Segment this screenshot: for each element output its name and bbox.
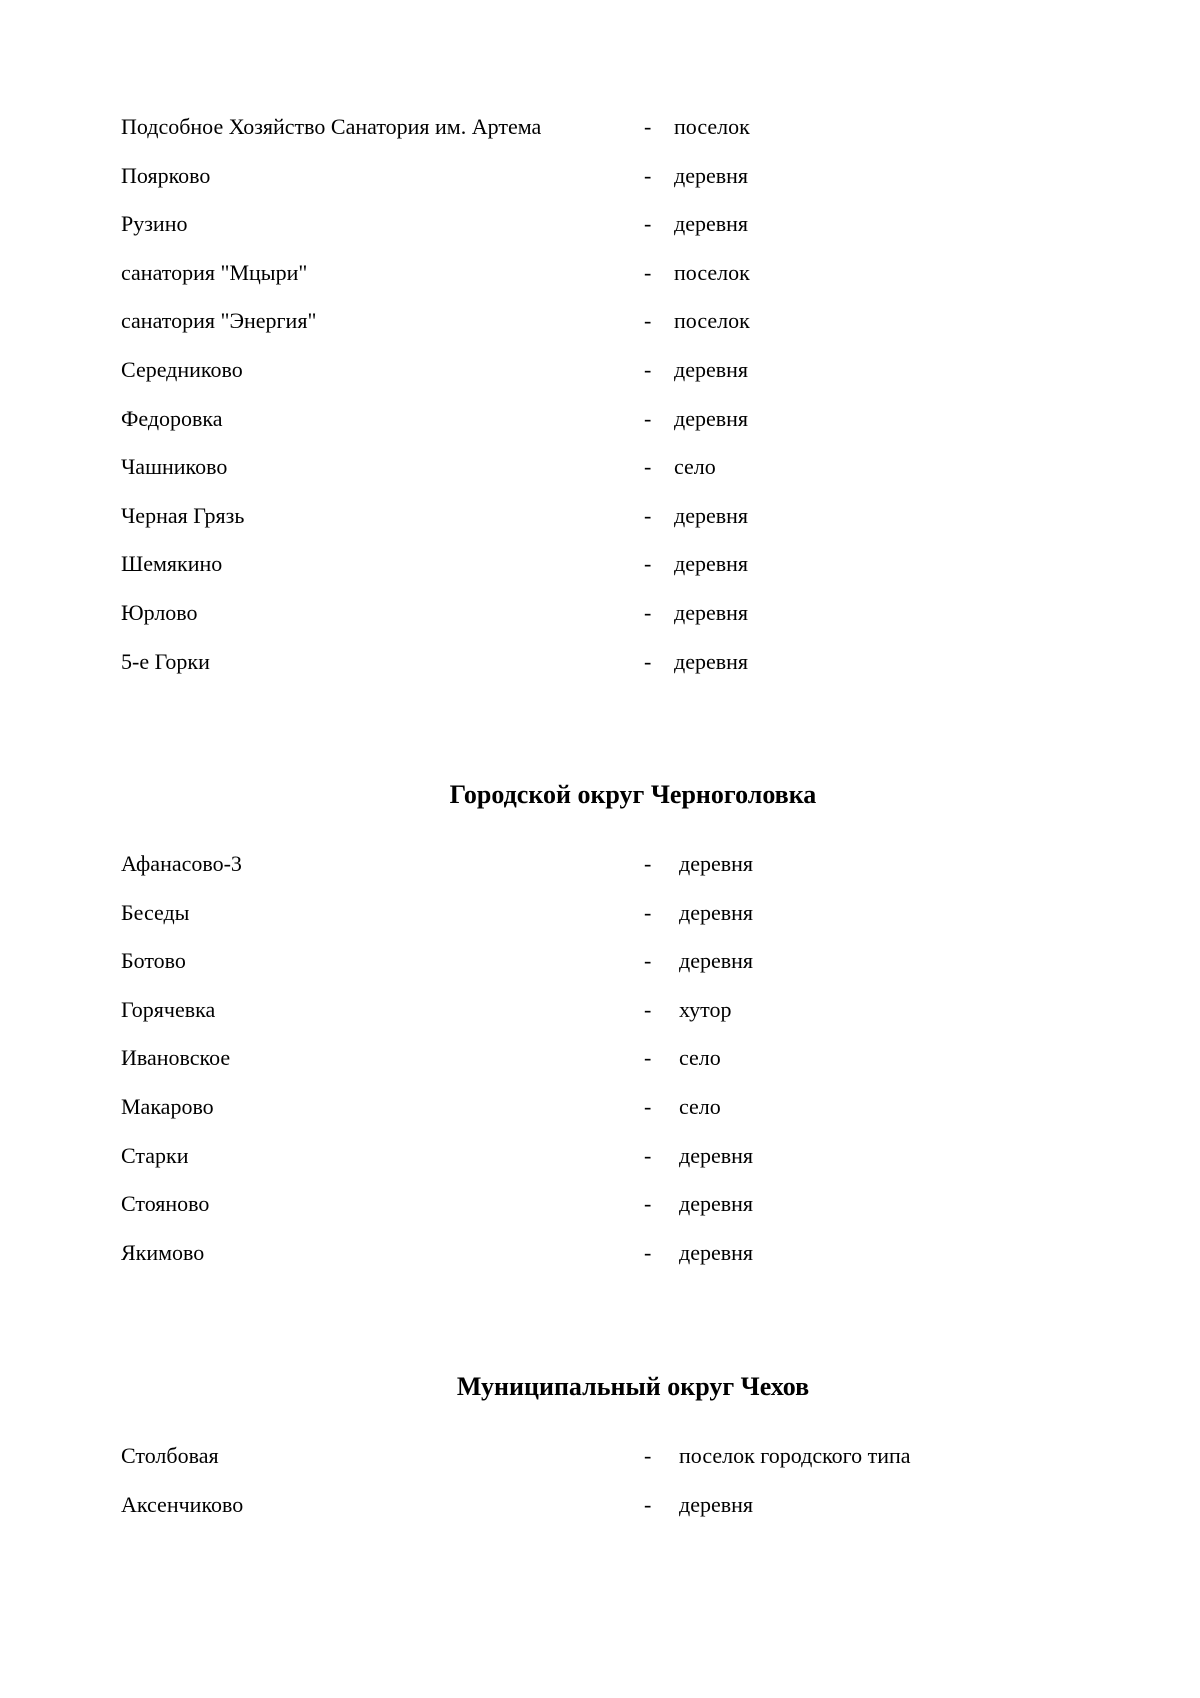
separator-dash: - [644,1491,652,1517]
list-item [0,355,1200,403]
list-item [0,647,1200,695]
settlement-name: Середниково [121,357,243,382]
settlement-name: Горячевка [121,996,216,1022]
separator-dash: - [644,308,652,334]
separator-dash: - [644,1239,652,1265]
list-item [0,161,1200,209]
section-heading: Муниципальный округ Чехов [456,1372,810,1401]
list-item [0,598,1200,646]
separator-dash: - [644,551,652,577]
separator-dash: - [644,948,652,974]
list-item [0,549,1200,597]
list-item [0,501,1200,549]
settlement-type: деревня [679,1491,754,1517]
settlement-type: деревня [679,899,754,925]
list-item [0,1189,1200,1237]
settlement-name: Столбовая [121,1443,219,1468]
separator-dash: - [644,600,652,625]
settlement-name: Черная Грязь [121,502,245,528]
settlement-type: село [674,454,716,480]
settlement-type: деревня [674,405,749,431]
separator-dash: - [644,648,652,674]
settlement-name: Старки [121,1142,189,1168]
list-item [0,452,1200,500]
section-heading: Городской округ Черноголовка [449,780,817,809]
list-item [0,209,1200,257]
settlement-name: Чашниково [121,454,228,480]
list-item [0,1238,1200,1286]
settlement-name: Рузино [121,211,188,237]
settlement-type: деревня [674,600,749,625]
settlement-type: деревня [679,1191,754,1217]
separator-dash: - [644,996,652,1022]
list-item [0,1092,1200,1140]
settlement-type: поселок городского типа [679,1443,911,1468]
separator-dash: - [644,454,652,480]
separator-dash: - [644,1142,652,1168]
list-item [0,1141,1200,1189]
settlement-type: хутор [679,996,732,1022]
settlement-name: санатория "Энергия" [121,308,317,334]
list-item [0,1043,1200,1091]
list-item [0,898,1200,946]
separator-dash: - [644,1191,652,1217]
settlement-type: село [679,1094,721,1119]
settlement-type: деревня [679,851,754,876]
settlement-name: Ивановское [121,1045,231,1071]
list-item [0,404,1200,452]
list-item [0,1490,1200,1538]
separator-dash: - [644,1045,652,1071]
separator-dash: - [644,357,652,382]
separator-dash: - [644,405,652,431]
settlement-type: деревня [674,502,749,528]
settlement-name: Беседы [121,899,190,925]
settlement-name: Юрлово [121,600,198,625]
list-item [0,849,1200,897]
settlement-name: Стояново [121,1191,210,1217]
separator-dash: - [644,899,652,925]
separator-dash: - [644,114,652,139]
list-item [0,1441,1200,1489]
settlement-type: деревня [674,357,749,382]
separator-dash: - [644,211,652,237]
separator-dash: - [644,1443,652,1468]
separator-dash: - [644,259,652,285]
settlement-type: село [679,1045,721,1071]
separator-dash: - [644,162,652,188]
settlement-name: Афанасово-3 [121,851,242,876]
settlement-type: деревня [679,1142,754,1168]
separator-dash: - [644,1094,652,1119]
list-item [0,258,1200,306]
list-item [0,946,1200,994]
settlement-type: поселок [674,114,750,139]
settlement-name: Федоровка [121,405,223,431]
settlement-name: Подсобное Хозяйство Санатория им. Артема [121,114,542,139]
settlement-name: санатория "Мцыри" [121,259,308,285]
settlement-type: деревня [674,551,749,577]
settlement-name: Якимово [121,1239,205,1265]
settlement-type: поселок [674,308,750,334]
settlement-type: поселок [674,259,750,285]
list-item [0,112,1200,160]
settlement-type: деревня [674,162,749,188]
list-item [0,995,1200,1043]
settlement-name: Макарово [121,1094,214,1119]
settlement-type: деревня [674,648,749,674]
settlement-name: Шемякино [121,551,223,577]
settlement-type: деревня [679,948,754,974]
settlement-name: Аксенчиково [121,1491,244,1517]
list-item [0,306,1200,354]
separator-dash: - [644,851,652,876]
settlement-type: деревня [679,1239,754,1265]
settlement-name: 5-е Горки [121,648,210,674]
settlement-name: Поярково [121,162,211,188]
settlement-type: деревня [674,211,749,237]
settlement-name: Ботово [121,948,186,974]
separator-dash: - [644,502,652,528]
